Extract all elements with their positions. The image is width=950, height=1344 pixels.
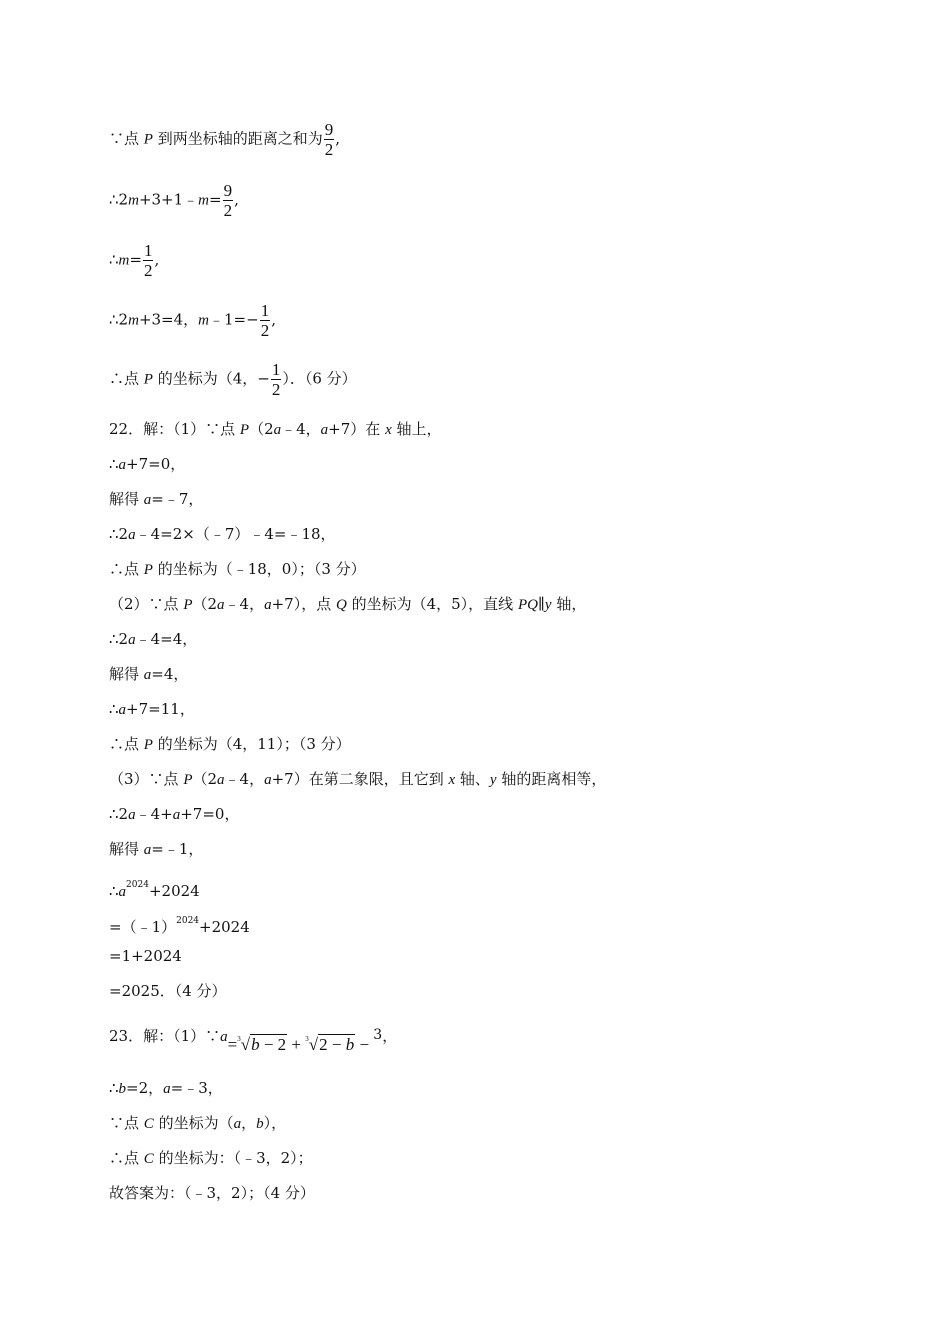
solution-line-25: ∵点 C 的坐标为（a，b），: [109, 1114, 287, 1132]
fraction: $\frac{1}{2}$: [271, 360, 281, 399]
solution-line-20: =（﹣1）$^{2024}$+2024: [109, 916, 250, 936]
solution-line-17: ∴2a﹣4+a+7=0，: [109, 805, 240, 823]
solution-line-26: ∴点 C 的坐标为：（﹣3，2）；: [109, 1149, 313, 1167]
problem-23-header: 23．解：（1）∵a=$^3$√b − 2 + $^3$√2 − b − $^3$，: [109, 1027, 398, 1054]
solution-line-1: ∵点 P 到两坐标轴的距离之和为 $\frac{9}{2}$ ,: [109, 120, 341, 159]
fraction: $\frac{9}{2}$: [324, 120, 334, 159]
problem-22-header: 22．解：（1）∵点 P（2a﹣4，a+7）在 x 轴上，: [109, 420, 442, 438]
solution-line-5: ∴点 P 的坐标为（4，− $\frac{1}{2}$ ）．（6 分）: [109, 360, 357, 399]
solution-line-2: ∴2m+3+1﹣m= $\frac{9}{2}$ ,: [109, 181, 239, 220]
solution-line-3: ∴m= $\frac{1}{2}$ ,: [109, 241, 160, 280]
solution-line-24: ∴b=2，a=﹣3，: [109, 1079, 223, 1097]
solution-line-4: ∴2m+3=4，m﹣1=− $\frac{1}{2}$ ,: [109, 301, 276, 340]
solution-line-12: ∴2a﹣4=4，: [109, 630, 198, 648]
fraction: $\frac{9}{2}$: [223, 181, 233, 220]
solution-line-7: ∴a+7=0，: [109, 455, 186, 473]
solution-line-15: ∴点 P 的坐标为（4，11）；（3 分）: [109, 735, 351, 753]
solution-line-16: （3）∵点 P（2a﹣4，a+7）在第二象限，且它到 x 轴、y 轴的距离相等，: [109, 770, 607, 788]
fraction: $\frac{1}{2}$: [260, 301, 270, 340]
solution-line-11: （2）∵点 P（2a﹣4，a+7），点 Q 的坐标为（4，5），直线 PQ∥y 轴，: [109, 595, 587, 613]
solution-line-8: 解得 a=﹣7，: [109, 490, 204, 508]
solution-line-18: 解得 a=﹣1，: [109, 840, 204, 858]
cube-root-expression: =$^3$√b − 2 + $^3$√2 − b −: [227, 1035, 374, 1054]
solution-line-21: =1+2024: [109, 947, 182, 965]
fraction: $\frac{1}{2}$: [143, 241, 153, 280]
solution-line-14: ∴a+7=11，: [109, 700, 195, 718]
solution-line-19: $\therefore a^{2024}+2024$: [109, 880, 200, 900]
solution-line-13: 解得 a=4，: [109, 665, 189, 683]
solution-line-9: ∴2a﹣4=2×（﹣7）﹣4=﹣18，: [109, 525, 336, 543]
solution-line-22: =2025．（4 分）: [109, 982, 227, 1000]
solution-line-27: 故答案为：（﹣3，2）；（4 分）: [109, 1184, 315, 1202]
solution-line-10: ∴点 P 的坐标为（﹣18，0）；（3 分）: [109, 560, 366, 578]
